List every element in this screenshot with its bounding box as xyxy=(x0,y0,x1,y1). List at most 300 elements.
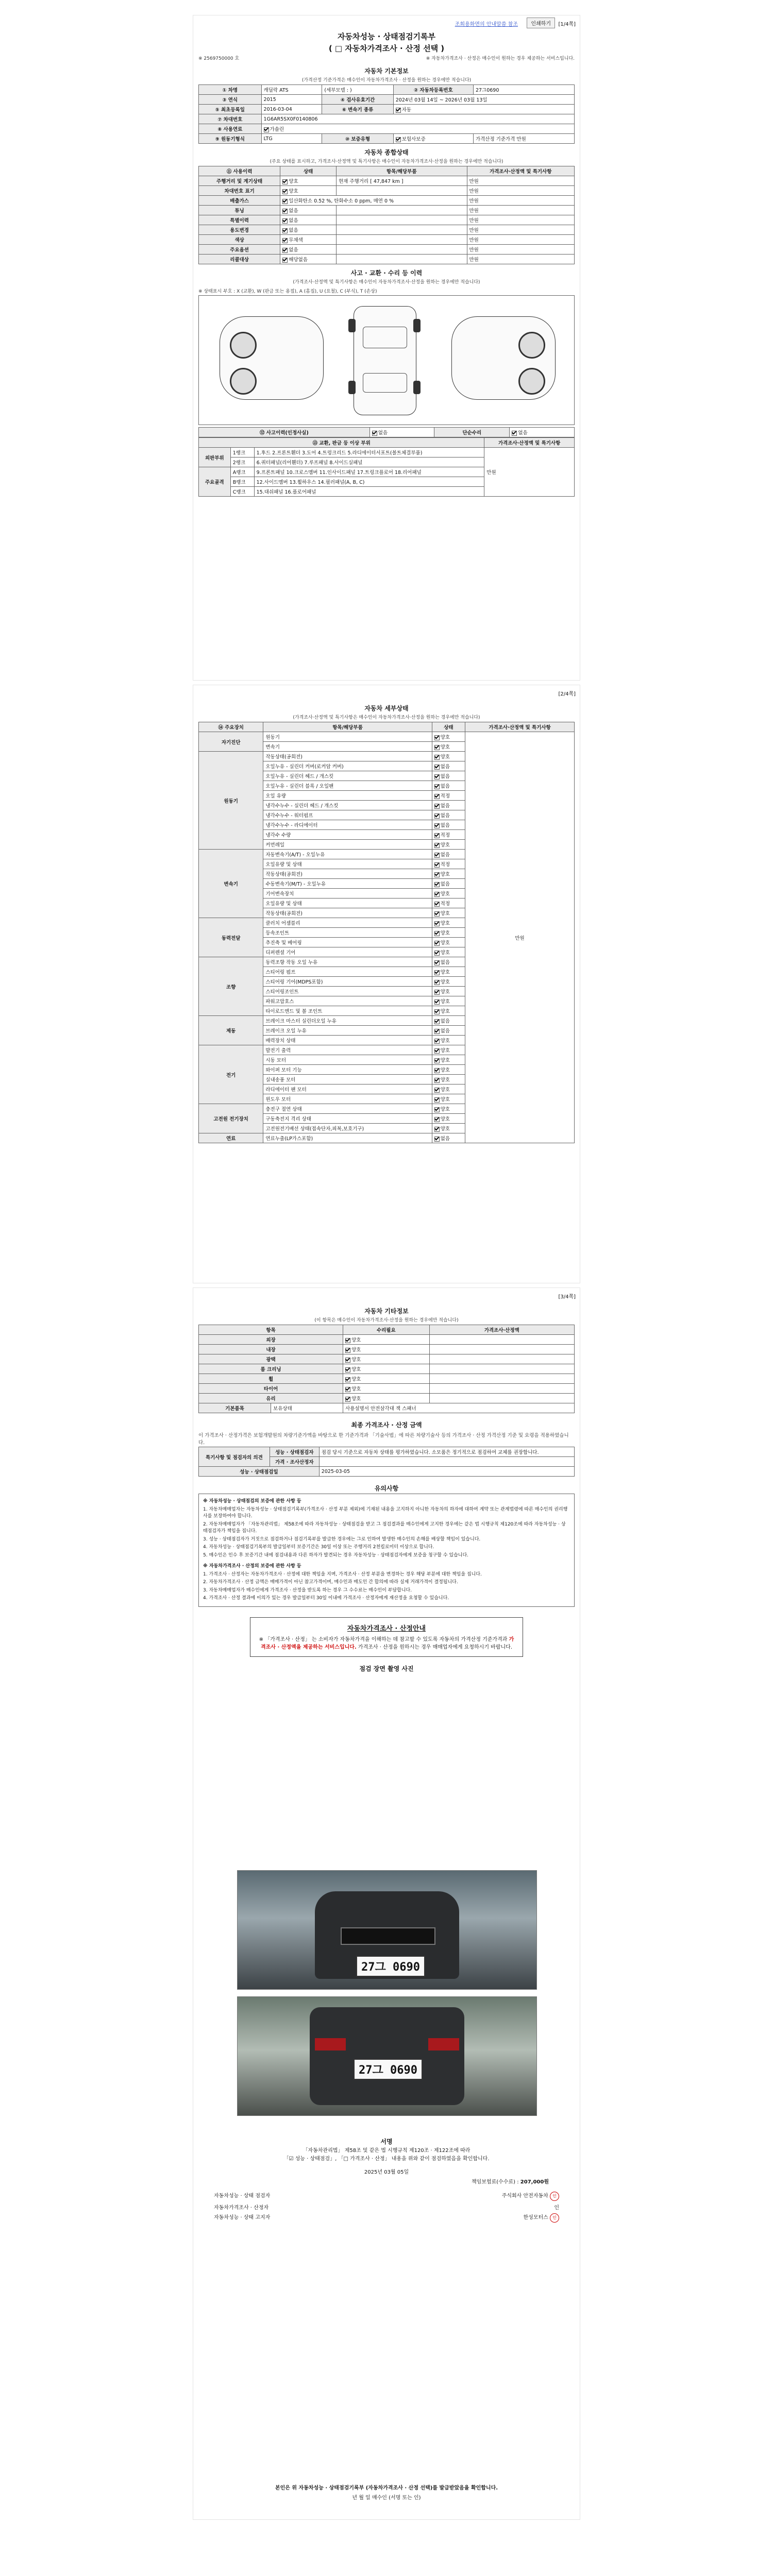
rank: 1랭크 xyxy=(230,448,254,457)
checkbox-icon xyxy=(434,892,440,897)
fee-row xyxy=(193,2177,580,2185)
item-options: 사용설명서 안전삼각대 잭 스패너 xyxy=(343,1403,575,1413)
label: 성능 · 상태점검일 xyxy=(199,1467,320,1477)
item-state xyxy=(432,1036,465,1045)
footer-line: 년 월 일 매수인 (서명 또는 인) xyxy=(352,2495,421,2501)
item-state xyxy=(432,947,465,957)
checkbox-icon xyxy=(434,814,440,819)
footer-line: 본인은 위 자동차성능 · 상태점검기록부 (자동차가격조사 · 산정 선택)를 발급받았음을 확인합니다. xyxy=(275,2485,498,2491)
value: 만원 xyxy=(467,215,575,225)
state-text: 양호 xyxy=(351,1357,361,1363)
overall-title: 자동차 종합상태 xyxy=(364,149,409,156)
basic-info-table xyxy=(198,84,575,144)
checkbox-icon xyxy=(434,941,440,946)
state-text: 양호 xyxy=(440,1077,450,1083)
detail-note: (가격조사·산정액 및 특기사항은 매수인이 자동차가격조사·산정을 원하는 경우에만 적습니다) xyxy=(293,715,480,720)
item-state xyxy=(432,928,465,938)
item-label: 타이어 xyxy=(199,1384,343,1394)
head: 수리필요 xyxy=(343,1325,429,1335)
role-row xyxy=(193,2190,580,2202)
value: 만원 xyxy=(467,196,575,206)
rear-window-shape xyxy=(363,373,407,393)
value xyxy=(280,225,337,235)
accident-title: 사고 · 교환 · 수리 등 이력 xyxy=(350,269,423,277)
value: 만원 xyxy=(467,206,575,215)
value: 만원 xyxy=(467,186,575,196)
value xyxy=(280,206,337,215)
parts-table xyxy=(198,437,575,497)
item-label: 파워고압호스 xyxy=(263,996,432,1006)
label: 차대번호 표기 xyxy=(199,186,280,196)
banner-title: 자동차가격조사 · 산정안내 xyxy=(347,1624,426,1633)
front-photo xyxy=(237,1870,537,1990)
checkbox-icon xyxy=(434,843,440,848)
item-label: 타이로드엔드 및 볼 조인트 xyxy=(263,1006,432,1016)
rank: C랭크 xyxy=(230,487,254,497)
price-cell xyxy=(429,1354,574,1364)
rear-plate: 27그 0690 xyxy=(354,2059,423,2080)
front-plate: 27그 0690 xyxy=(356,1956,425,1977)
item-label: 오일유량 및 상태 xyxy=(263,899,432,908)
item-label: 충전구 절연 상태 xyxy=(263,1104,432,1114)
banner-text-highlight: 가격조사 · 산정액을 제공하는 서비스입니다. xyxy=(260,1636,514,1650)
label: ⑥ 변속기 종류 xyxy=(322,105,393,114)
state-text: 없음 xyxy=(440,1136,450,1142)
checkbox-icon xyxy=(282,258,288,263)
state-text: 없음 xyxy=(440,823,450,828)
table-row xyxy=(199,1467,575,1477)
checkbox-icon xyxy=(434,774,440,779)
item-state xyxy=(432,908,465,918)
item-state xyxy=(343,1354,429,1364)
label: 주요골격 xyxy=(199,467,231,497)
item-label: 디퍼렌셜 기어 xyxy=(263,947,432,957)
price-cell xyxy=(429,1364,574,1374)
role-row xyxy=(193,2202,580,2212)
print-button[interactable]: 인쇄하기 xyxy=(527,18,555,28)
checkbox-icon xyxy=(434,1117,440,1122)
label: ① 차명 xyxy=(199,85,262,95)
item-state xyxy=(343,1364,429,1374)
parts: 12.사이드멤버 13.휠하우스 14.필러패널(A, B, C) xyxy=(254,477,484,487)
price-guide-banner xyxy=(250,1617,523,1657)
head: 항목 xyxy=(199,1325,343,1335)
price-cell xyxy=(429,1384,574,1394)
item-label: 구동축전지 격리 상태 xyxy=(263,1114,432,1124)
checkbox-icon xyxy=(434,1039,440,1044)
value: 만원 xyxy=(484,448,575,497)
state-text: 양호 xyxy=(440,979,450,985)
head: ⑪ 사용이력 xyxy=(199,166,280,176)
checkbox-icon xyxy=(396,108,401,113)
item-label: 냉각수누수 - 워터펌프 xyxy=(263,810,432,820)
state-text: 양호 xyxy=(440,1009,450,1014)
checkbox-icon xyxy=(434,902,440,907)
label: ③ 연식 xyxy=(199,95,262,105)
checkbox-icon xyxy=(434,1029,440,1034)
value-text: 양호 xyxy=(289,179,298,184)
item-state xyxy=(432,1065,465,1075)
item-state xyxy=(432,1055,465,1065)
item-label: 커먼레일 xyxy=(263,840,432,850)
label: ⑫ 사고이력(인정사실) xyxy=(199,428,370,437)
label: 단순수리 xyxy=(434,428,510,437)
notice-link[interactable]: 조회용화면의 안내말씀 참조 xyxy=(455,22,518,27)
item-label: 시동 모터 xyxy=(263,1055,432,1065)
table-row xyxy=(199,1403,575,1413)
banner-text xyxy=(258,1636,515,1651)
table-row xyxy=(199,1384,575,1394)
value: 만원 xyxy=(467,245,575,255)
item-label: 원동기 xyxy=(263,732,432,742)
value xyxy=(319,1457,574,1467)
label: 주요옵션 xyxy=(199,245,280,255)
value: 만원 xyxy=(467,255,575,264)
page-number: [3/4쪽] xyxy=(558,1294,576,1300)
price-cell: 만원 xyxy=(465,732,575,1143)
table-row xyxy=(199,1335,575,1345)
item-label: 기본품목 xyxy=(199,1403,271,1413)
value: 1G6AR5SX0F0140806 xyxy=(261,114,574,124)
group-label: 변속기 xyxy=(199,850,263,918)
item-label: 클러치 어셈블리 xyxy=(263,918,432,928)
notes-item: 4. 자동차성능 · 상태점검기록부의 발급일부터 보증기간은 30일 이상 또는 주행거리 2천킬로미터 이상으로 합니다. xyxy=(203,1545,434,1550)
checkbox-icon xyxy=(434,1048,440,1054)
car-top-view xyxy=(354,306,416,415)
item-label: 브레이크 오일 누유 xyxy=(263,1026,432,1036)
table-row xyxy=(199,1354,575,1364)
value: 2015 xyxy=(261,95,322,105)
checkbox-icon xyxy=(282,179,288,184)
checkbox-icon xyxy=(434,872,440,877)
state-text: 없음 xyxy=(440,1019,450,1024)
item-label: 고전원전기배선 상태(접속단자,피복,보호기구) xyxy=(263,1124,432,1133)
state-text: 양호 xyxy=(440,999,450,1005)
value xyxy=(336,225,467,235)
item-label: 냉각수누수 - 라디에이터 xyxy=(263,820,432,830)
state-text: 양호 xyxy=(440,735,450,740)
tire-shape xyxy=(413,319,421,332)
doc-number: ※ 2569750000 호 xyxy=(198,56,240,61)
value xyxy=(261,124,574,134)
label: 리콜대상 xyxy=(199,255,280,264)
price-cell xyxy=(429,1394,574,1403)
checkbox-icon xyxy=(264,127,269,132)
document-title: 자동차성능 · 상태점검기록부 xyxy=(337,32,436,41)
label: 외판부위 xyxy=(199,448,231,467)
fee-label: 책임보험료(수수료) : xyxy=(471,2179,519,2185)
state-text: 적정 xyxy=(440,793,450,799)
checkbox-icon xyxy=(434,931,440,936)
state-text: 양호 xyxy=(440,930,450,936)
tire-shape xyxy=(348,381,356,394)
basic-info-title: 자동차 기본정보 xyxy=(364,67,409,75)
state-text: 양호 xyxy=(440,1038,450,1044)
group-label: 전기 xyxy=(199,1045,263,1104)
checkbox-icon xyxy=(282,189,288,194)
head: 항목/해당부품 xyxy=(263,722,432,732)
item-label: 냉각수누수 - 실린더 헤드 / 개스킷 xyxy=(263,801,432,810)
item-state xyxy=(432,1133,465,1143)
item-state xyxy=(432,1006,465,1016)
label: 용도변경 xyxy=(199,225,280,235)
item-state xyxy=(432,810,465,820)
checkbox-icon xyxy=(282,238,288,243)
state-text: 없음 xyxy=(440,764,450,770)
label: 특별이력 xyxy=(199,215,280,225)
item-state xyxy=(343,1335,429,1345)
state-text: 없음 xyxy=(440,813,450,819)
checkbox-icon xyxy=(434,1107,440,1112)
checkbox-icon xyxy=(345,1358,350,1363)
checkbox-icon xyxy=(434,745,440,750)
item-state xyxy=(432,996,465,1006)
page-3 xyxy=(193,1288,580,2519)
checkbox-icon xyxy=(434,1137,440,1142)
notes-item: 4. 가격조사 · 산정 결과에 이의가 있는 경우 발급일부터 30일 이내에 가격조사 · 산정자에게 재산정을 요청할 수 있습니다. xyxy=(203,1596,449,1601)
checkbox-icon xyxy=(434,882,440,887)
other-info-note: (이 항목은 매수인이 자동차가격조사·산정을 원하는 경우에만 적습니다) xyxy=(314,1318,459,1323)
state-text: 양호 xyxy=(351,1337,361,1343)
item-label: 작동상태(공회전) xyxy=(263,908,432,918)
state-text: 적정 xyxy=(440,862,450,868)
checkbox-icon xyxy=(434,862,440,868)
other-info-table xyxy=(198,1325,575,1413)
final-price-title: 최종 가격조사 · 산정 금액 xyxy=(351,1421,422,1429)
item-state xyxy=(432,830,465,840)
state-text: 양호 xyxy=(440,1048,450,1054)
checkbox-icon xyxy=(372,431,377,436)
item-state xyxy=(432,761,465,771)
overall-table xyxy=(198,166,575,264)
checkbox-icon xyxy=(434,970,440,975)
item-label: 연료누출(LP가스포함) xyxy=(263,1133,432,1143)
value-text: 만원 xyxy=(516,137,526,142)
item-label: 추진축 및 베어링 xyxy=(263,938,432,947)
item-label: 브레이크 마스터 실린더오일 누유 xyxy=(263,1016,432,1026)
checkbox-icon xyxy=(434,853,440,858)
checkbox-icon xyxy=(282,228,288,233)
table-row xyxy=(199,114,575,124)
value-text: 없음 xyxy=(518,430,528,436)
parts: 15.대쉬패널 16.플로어패널 xyxy=(254,487,484,497)
wheel-shape xyxy=(518,368,545,395)
doc-caution: ※ 자동차가격조사 · 산정은 매수인이 원하는 경우 제공하는 서비스입니다. xyxy=(426,56,575,61)
table-head xyxy=(199,166,575,176)
value xyxy=(280,176,337,186)
checkbox-icon xyxy=(434,833,440,838)
table-row xyxy=(199,245,575,255)
table-row xyxy=(199,1345,575,1354)
item-state xyxy=(432,859,465,869)
value-text: 가솔린 xyxy=(270,127,284,132)
state-text: 양호 xyxy=(351,1396,361,1402)
table-row xyxy=(199,255,575,264)
checkbox-icon xyxy=(434,1009,440,1014)
item-label: 휠 xyxy=(199,1374,343,1384)
checkbox-icon xyxy=(434,794,440,799)
table-row xyxy=(199,225,575,235)
state-text: 양호 xyxy=(440,911,450,917)
item-state xyxy=(432,820,465,830)
label: 가격산정 기준가격 xyxy=(475,137,515,142)
item-label: 발전기 출력 xyxy=(263,1045,432,1055)
state-text: 양호 xyxy=(440,1116,450,1122)
seal-stamp: 인 xyxy=(550,2192,559,2201)
head: 상태 xyxy=(432,722,465,732)
checkbox-icon xyxy=(434,1019,440,1024)
value: 2024년 03월 14일 ~ 2026년 03월 13일 xyxy=(393,95,574,105)
value xyxy=(369,428,434,437)
tail-light-shape xyxy=(428,2038,459,2050)
label: 특기사항 및 점검자의 의견 xyxy=(199,1447,270,1467)
notes-item: 3. 성능 · 상태점검자가 거짓으로 점검하거나 점검기록부를 발급한 경우에는 그로 인하여 발생한 매수인의 손해를 배상할 책임이 있습니다. xyxy=(203,1536,481,1542)
table-row xyxy=(199,95,575,105)
rank: B랭크 xyxy=(230,477,254,487)
table-row xyxy=(199,206,575,215)
table-row xyxy=(199,1447,575,1457)
value-text: 일산화탄소 0.52 %, 탄화수소 0 ppm, 매연 0 % xyxy=(289,198,394,204)
table-row xyxy=(199,134,575,144)
value-text: 무채색 xyxy=(289,238,303,243)
value xyxy=(393,105,574,114)
item-label: 보유상태 xyxy=(271,1403,343,1413)
item-state xyxy=(432,752,465,761)
item-state xyxy=(432,850,465,859)
state-text: 적정 xyxy=(440,901,450,907)
item-state xyxy=(432,938,465,947)
value: 캐딜락 ATS xyxy=(261,85,322,95)
item-state xyxy=(432,869,465,879)
value-text: 자동 xyxy=(401,107,412,113)
value xyxy=(336,186,467,196)
item-state xyxy=(432,742,465,752)
rank: 2랭크 xyxy=(230,457,254,467)
page-number: [2/4쪽] xyxy=(558,691,576,697)
value-text: 해당없음 xyxy=(289,257,308,263)
fee-value: 207,000원 xyxy=(520,2179,549,2185)
banner-text-part: ※ 「가격조사 · 산정」 는 소비자가 자동차가격을 이해하는 데 참고할 수 있도록 자동차의 가격산정 기준가격과 xyxy=(259,1636,509,1642)
state-text: 양호 xyxy=(440,940,450,946)
checkbox-icon xyxy=(434,921,440,926)
value xyxy=(280,196,467,206)
value: (세부모델 : ) xyxy=(322,85,393,95)
label: ⑤ 최초등록일 xyxy=(199,105,262,114)
checkbox-icon xyxy=(434,784,440,789)
item-label: 오일 유량 xyxy=(263,791,432,801)
checkbox-icon xyxy=(345,1348,350,1353)
topbar xyxy=(193,15,580,30)
group-label: 조향 xyxy=(199,957,263,1016)
final-price-intro: 이 가격조사 · 산정가격은 보험개발원의 차량기준가액을 바탕으로 한 기준가격과 「기술사법」에 따른 차량기술사 등의 가격조사 · 산정 가격산정 기준 및 요령을 적용하였습니다. xyxy=(198,1433,569,1446)
item-state xyxy=(432,1045,465,1055)
item-label: 라디에이터 팬 모터 xyxy=(263,1084,432,1094)
role-label: 자동차성능 · 상태 고지자 xyxy=(214,2215,271,2221)
rank: A랭크 xyxy=(230,467,254,477)
head: 가격조사·산정액 xyxy=(429,1325,574,1335)
topbar xyxy=(193,1288,580,1302)
topbar xyxy=(193,685,580,700)
table-row xyxy=(199,215,575,225)
item-label: 오일누유 - 실린더 헤드 / 개스킷 xyxy=(263,771,432,781)
label: 주행거리 및 계기상태 xyxy=(199,176,280,186)
accident-status-table xyxy=(198,427,575,437)
page-number: [1/4쪽] xyxy=(558,22,576,27)
notes-item: 3. 자동차매매업자가 매수인에게 가격조사 · 산정을 받도록 하는 경우 그 수수료는 매수인이 부담합니다. xyxy=(203,1587,412,1593)
item-label: 동력조향 작동 오일 누유 xyxy=(263,957,432,967)
state-text: 양호 xyxy=(440,1058,450,1063)
parts: 1.후드 2.프론트휀더 3.도어 4.트렁크리드 5.라디에이터서포트(볼트체결부품) xyxy=(254,448,484,457)
signature-date: 2025년 03월 05일 xyxy=(364,2170,409,2175)
state-text: 양호 xyxy=(351,1367,361,1372)
checkbox-icon xyxy=(345,1338,350,1343)
value xyxy=(336,206,467,215)
item-label: 작동상태(공회전) xyxy=(263,869,432,879)
tire-shape xyxy=(348,319,356,332)
basic-info-note: (가격산정 기준가격은 매수인이 자동차가격조사 · 산정을 원하는 경우에만 적습니다) xyxy=(301,78,472,83)
head: 가격조사·산정액 및 특기사항 xyxy=(465,722,575,732)
wheel-shape xyxy=(230,368,257,395)
item-label: 작동상태(공회전) xyxy=(263,752,432,761)
final-price-table xyxy=(198,1447,575,1477)
state-text: 양호 xyxy=(440,872,450,877)
value xyxy=(336,245,467,255)
group-label: 제동 xyxy=(199,1016,263,1045)
item-label: 오일유량 및 상태 xyxy=(263,859,432,869)
head: ⑭ 주요장치 xyxy=(199,722,263,732)
state-text: 양호 xyxy=(440,1087,450,1093)
item-label: 외장 xyxy=(199,1335,343,1345)
item-label: 룸 크리닝 xyxy=(199,1364,343,1374)
checkbox-icon xyxy=(434,1078,440,1083)
state-text: 양호 xyxy=(440,921,450,926)
checkbox-icon xyxy=(282,209,288,214)
item-label: 와이퍼 모터 기능 xyxy=(263,1065,432,1075)
value xyxy=(510,428,575,437)
table-row xyxy=(199,235,575,245)
notes-item: 1. 자동차매매업자는 자동차성능 · 상태점검기록부(가격조사 · 산정 부분 제외)에 기재된 내용을 고지하지 아니한 자동차의 하자에 대하여 계약 또는 관계법령에 따른 매수인의 권리행사를 보장하여야 합니다. xyxy=(203,1506,568,1519)
checkbox-icon xyxy=(434,1127,440,1132)
value xyxy=(280,235,337,245)
item-state xyxy=(432,1016,465,1026)
windshield-shape xyxy=(363,327,407,348)
checkbox-icon xyxy=(434,765,440,770)
item-state xyxy=(432,957,465,967)
state-text: 양호 xyxy=(440,1126,450,1132)
state-text: 양호 xyxy=(351,1377,361,1382)
signature-line: 「☑ 성능 · 상태점검」, 「□ 가격조사 · 산정」 내용을 위와 같이 점검하였음을 확인합니다. xyxy=(283,2156,490,2162)
group-label: 동력전달 xyxy=(199,918,263,957)
item-label: 스티어링 기어(MDPS포함) xyxy=(263,977,432,987)
value xyxy=(280,186,337,196)
value-text: 없음 xyxy=(289,228,298,233)
item-state xyxy=(432,1026,465,1036)
state-text: 양호 xyxy=(440,891,450,897)
role-value: 한성모터스 xyxy=(523,2215,548,2221)
item-label: 냉각수 수량 xyxy=(263,830,432,840)
checkbox-icon xyxy=(345,1397,350,1402)
item-state xyxy=(432,1084,465,1094)
value: 만원 xyxy=(467,176,575,186)
group-label: 원동기 xyxy=(199,752,263,850)
role-label: 자동차성능 · 상태 점검자 xyxy=(214,2193,271,2199)
parts: 6.쿼터패널(리어휀더) 7.루프패널 8.사이드실패널 xyxy=(254,457,484,467)
value: 27그0690 xyxy=(473,85,574,95)
checkbox-icon xyxy=(434,1068,440,1073)
item-state xyxy=(432,1124,465,1133)
head: 상태 xyxy=(280,166,337,176)
table-row xyxy=(199,1374,575,1384)
